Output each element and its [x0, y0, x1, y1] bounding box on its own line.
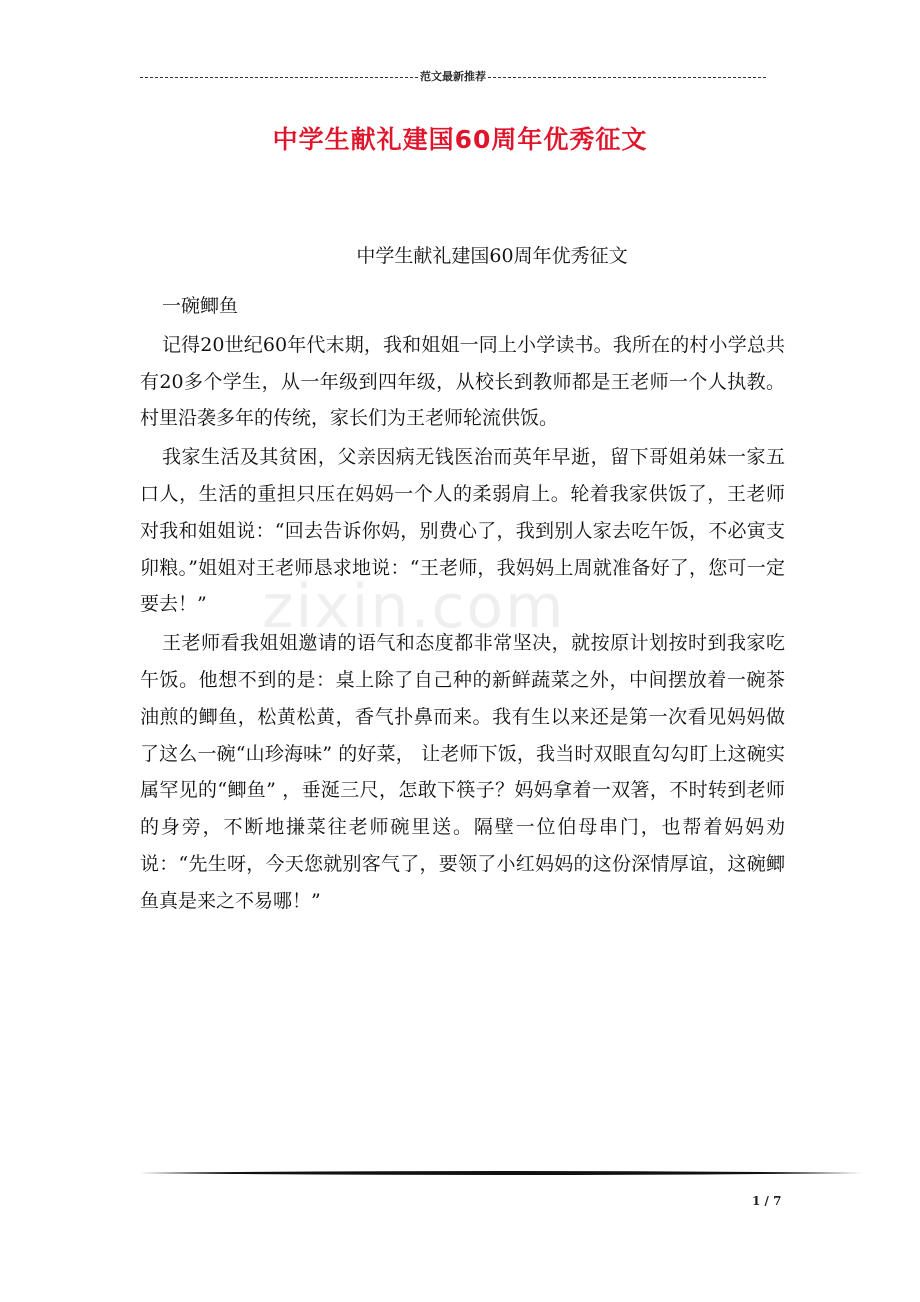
- header-label: 范文最新推荐: [420, 70, 486, 83]
- article-body: [140, 288, 785, 922]
- paragraph-1: 记得20世纪60年代末期，我和姐姐一同上小学读书。我所在的村小学总共有20多个学生，从一年级到四年级，从校长到教师都是王老师一个人执教。村里沿袭多年的传统，家长们为王老师轮流供饭。: [140, 333, 785, 430]
- document-subtitle: 中学生献礼建国60周年优秀征文: [356, 245, 628, 267]
- paragraph-2: 我家生活及其贫困，父亲因病无钱医治而英年早逝，留下哥姐弟妹一家五口人，生活的重担只压在妈妈一个人的柔弱肩上。轮着我家供饭了，王老师对我和姐姐说：“回去告诉你妈，别费心了，我到别人家去吃午饭，不必寅支卯粮。”姐姐对王老师恳求地说：“王老师，我妈妈上周就准备好了，您可一定要去！”: [140, 446, 785, 616]
- paragraph-3: 王老师看我姐姐邀请的语气和态度都非常坚决，就按原计划按时到我家吃午饭。他想不到的是：桌上除了自己种的新鲜蔬菜之外，中间摆放着一碗茶油煎的鲫鱼，松黄松黄，香气扑鼻而来。我有生以来还是第一次看见妈妈做了这么一碗“山珍海味” 的好菜， 让老师下饭，我当时双眼直勾勾盯上这碗实属罕见的“鲫鱼” ，垂涎三尺，怎敢下筷子？妈妈拿着一双箸，不时转到老师的身旁，不断地搛菜往老师碗里送。隔壁一位伯母串门，也帮着妈妈劝说：“先生呀，今天您就别客气了，要领了小红妈妈的这份深情厚谊，这碗鲫鱼真是来之不易哪！”: [140, 632, 785, 912]
- footer-rule: [140, 1170, 862, 1176]
- page-number: 1 / 7: [752, 1194, 782, 1208]
- watermark: zixin.com: [262, 572, 566, 642]
- header-dash-right: [488, 77, 766, 78]
- header-line: [140, 68, 766, 84]
- section-heading: 一碗鲫鱼: [162, 295, 239, 317]
- header-dash-left: [140, 77, 418, 78]
- page-title: 中学生献礼建国60周年优秀征文: [272, 125, 648, 154]
